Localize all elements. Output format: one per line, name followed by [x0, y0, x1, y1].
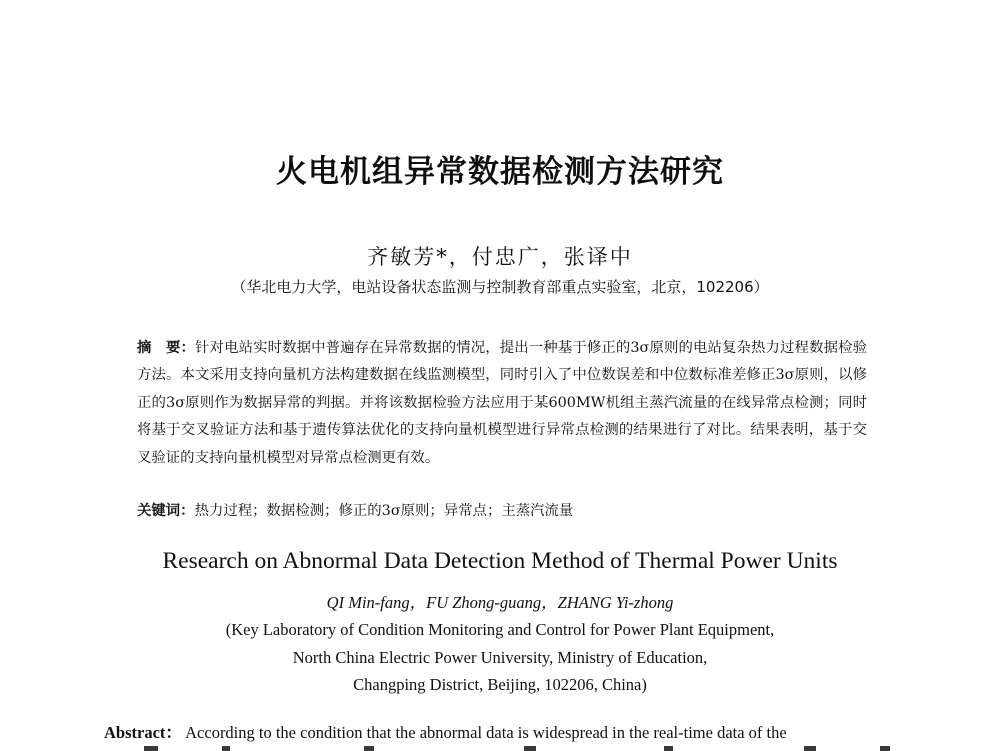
keywords-chinese-text: 热力过程；数据检测；修正的3σ原则；异常点；主蒸汽流量 [194, 503, 574, 519]
authors-chinese: 齐敏芳*，付忠广，张译中 [367, 245, 633, 269]
abstract-chinese-label: 摘 要： [137, 340, 196, 356]
title-chinese: 火电机组异常数据检测方法研究 [276, 154, 724, 190]
abstract-english-next-line-cutoff [104, 746, 904, 751]
affiliation-english-line: North China Electric Power University, Ministry of Education, [292, 647, 708, 667]
affiliation-english-line: Changping District, Beijing, 102206, China) [353, 675, 647, 694]
affiliation-english [0, 616, 1000, 699]
abstract-english [104, 720, 904, 746]
abstract-chinese [137, 335, 867, 472]
title-english: Research on Abnormal Data Detection Method of Thermal Power Units [162, 548, 838, 574]
abstract-english-label: Abstract： [104, 723, 182, 742]
abstract-chinese-text: 针对电站实时数据中普遍存在异常数据的情况，提出一种基于修正的3σ原则的电站复杂热力过程数据检验方法。本文采用支持向量机方法构建数据在线监测模型，同时引入了中位数误差和中位数标准差修正3σ原则，以修正的3σ原则作为数据异常的判据。并将该数据检验方法应用于某600MW机组主蒸汽流量的在线异常点检测；同时将基于交叉验证方法和基于遗传算法优化的支持向量机模型进行异常点检测的结果进行了对比。结果表明，基于交叉验证的支持向量机模型对异常点检测更有效。 [137, 340, 867, 466]
keywords-chinese [137, 498, 867, 525]
authors-english: QI Min-fang，FU Zhong-guang，ZHANG Yi-zhong [326, 593, 674, 612]
keywords-chinese-label: 关键词： [137, 503, 195, 519]
abstract-english-text: According to the condition that the abnormal data is widespread in the real-time data of the [185, 723, 787, 742]
affiliation-chinese: （华北电力大学，电站设备状态监测与控制教育部重点实验室，北京，102206） [231, 278, 769, 296]
affiliation-english-line: (Key Laboratory of Condition Monitoring and Control for Power Plant Equipment, [225, 620, 775, 639]
